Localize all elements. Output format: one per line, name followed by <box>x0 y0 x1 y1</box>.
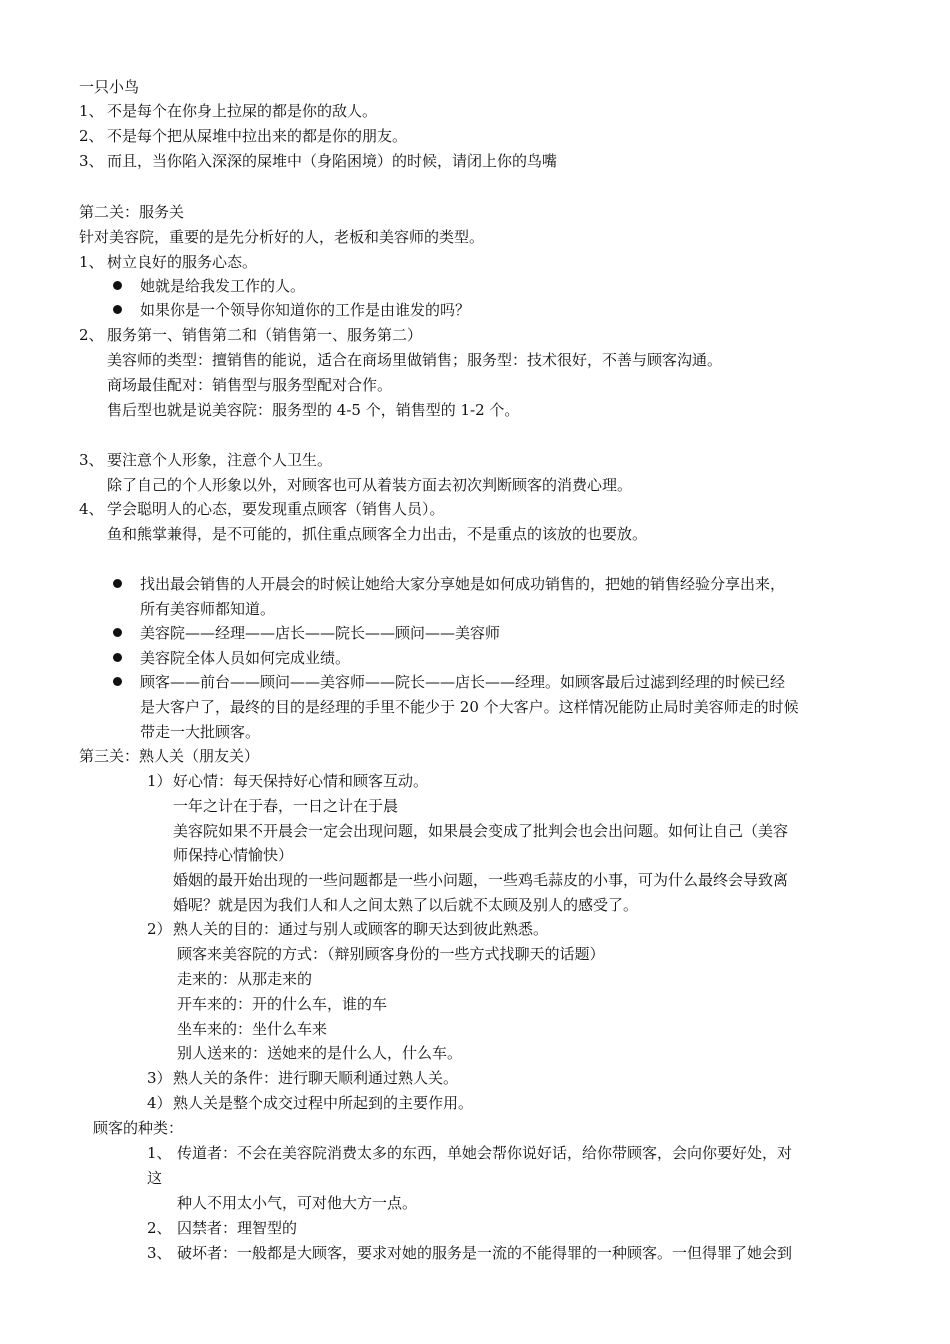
list-item: 不是每个把从屎堆中拉出来的都是你的朋友。 <box>107 127 408 145</box>
paragraph: 一年之计在于春，一日之计在于晨 <box>173 797 399 815</box>
list-number: 1、 <box>79 253 104 271</box>
list-number: 3） <box>147 1069 172 1087</box>
list-number: 3、 <box>147 1244 172 1262</box>
bullet-item-cont: 带走一大批顾客。 <box>140 723 261 741</box>
paragraph: 美容师的类型：擅销售的能说，适合在商场里做销售；服务型：技术很好，不善与顾客沟通。 <box>107 351 723 369</box>
list-item: 熟人关的条件：进行聊天顺利通过熟人关。 <box>173 1069 459 1087</box>
list-number: 2、 <box>79 326 104 344</box>
section-title-friend: 第三关：熟人关（朋友关） <box>79 747 260 765</box>
list-number: 3、 <box>79 152 104 170</box>
list-number: 1、 <box>79 102 104 120</box>
bullet-item: 美容院全体人员如何完成业绩。 <box>140 649 351 667</box>
section-title-service: 第二关：服务关 <box>79 203 185 221</box>
bullet-item: 顾客——前台——顾问——美容师——院长——店长——经理。如顾客最后过滤到经理的时候已经 <box>140 673 786 691</box>
list-item-wrap: 这 <box>147 1169 163 1187</box>
list-item: 传道者：不会在美容院消费太多的东西，单她会帮你说好话，给你带顾客，会向你要好处，对 <box>177 1144 793 1162</box>
bullet-dot <box>113 677 122 686</box>
list-item: 熟人关的目的：通过与别人或顾客的聊天达到彼此熟悉。 <box>173 920 549 938</box>
list-item: 囚禁者：理智型的 <box>177 1219 298 1237</box>
list-item: 而且，当你陷入深深的屎堆中（身陷困境）的时候，请闭上你的鸟嘴 <box>107 152 558 170</box>
list-item: 破坏者：一般都是大顾客，要求对她的服务是一流的不能得罪的一种顾客。一但得罪了她会到 <box>177 1244 793 1262</box>
list-item: 不是每个在你身上拉屎的都是你的敌人。 <box>107 102 378 120</box>
list-number: 3、 <box>79 451 104 469</box>
bullet-dot <box>113 305 122 314</box>
list-item: 学会聪明人的心态，要发现重点顾客（销售人员）。 <box>107 500 445 518</box>
list-number: 4、 <box>79 500 104 518</box>
paragraph: 针对美容院，重要的是先分析好的人，老板和美容师的类型。 <box>79 228 485 246</box>
paragraph: 别人送来的：送她来的是什么人，什么车。 <box>177 1044 463 1062</box>
bullet-item-cont: 所有美容师都知道。 <box>140 600 276 618</box>
section-title-bird: 一只小鸟 <box>79 78 140 96</box>
list-number: 2、 <box>79 127 104 145</box>
list-number: 1） <box>147 772 172 790</box>
list-number: 4） <box>147 1094 172 1112</box>
paragraph: 顾客来美容院的方式：（辩别顾客身份的一些方式找聊天的话题） <box>177 945 605 963</box>
paragraph: 售后型也就是说美容院：服务型的 4-5 个，销售型的 1-2 个。 <box>107 401 520 419</box>
list-item: 树立良好的服务心态。 <box>107 253 258 271</box>
bullet-item: 美容院——经理——店长——院长——顾问——美容师 <box>140 624 501 642</box>
paragraph: 师保持心情愉快） <box>173 846 294 864</box>
list-number: 2） <box>147 920 172 938</box>
section-title-customers: 顾客的种类： <box>93 1119 184 1137</box>
paragraph: 开车来的：开的什么车，谁的车 <box>177 995 388 1013</box>
paragraph: 鱼和熊掌兼得，是不可能的，抓住重点顾客全力出击，不是重点的该放的也要放。 <box>107 525 648 543</box>
bullet-item-cont: 是大客户了，最终的目的是经理的手里不能少于 20 个大客户。这样情况能防止局时美容师走的时候 <box>140 698 799 716</box>
paragraph: 婚呢？就是因为我们人和人之间太熟了以后就不太顾及别人的感受了。 <box>173 896 639 914</box>
bullet-dot <box>113 281 122 290</box>
paragraph: 坐车来的：坐什么车来 <box>177 1020 328 1038</box>
paragraph: 婚姻的最开始出现的一些问题都是一些小问题，一些鸡毛蒜皮的小事，可为什么最终会导致离 <box>173 871 789 889</box>
list-item: 要注意个人形象，注意个人卫生。 <box>107 451 333 469</box>
bullet-dot <box>113 653 122 662</box>
bullet-dot <box>113 628 122 637</box>
paragraph: 种人不用太小气，可对他大方一点。 <box>177 1194 418 1212</box>
paragraph: 商场最佳配对：销售型与服务型配对合作。 <box>107 376 393 394</box>
paragraph: 走来的：从那走来的 <box>177 970 313 988</box>
bullet-item: 如果你是一个领导你知道你的工作是由谁发的吗？ <box>140 301 471 319</box>
list-number: 1、 <box>147 1144 172 1162</box>
bullet-item: 她就是给我发工作的人。 <box>140 277 306 295</box>
paragraph: 除了自己的个人形象以外，对顾客也可从着装方面去初次判断顾客的消费心理。 <box>107 476 633 494</box>
list-item: 熟人关是整个成交过程中所起到的主要作用。 <box>173 1094 474 1112</box>
paragraph: 美容院如果不开晨会一定会出现问题，如果晨会变成了批判会也会出问题。如何让自己（美容 <box>173 822 789 840</box>
bullet-dot <box>113 579 122 588</box>
list-number: 2、 <box>147 1219 172 1237</box>
list-item: 服务第一、销售第二和（销售第一、服务第二） <box>107 326 423 344</box>
bullet-item: 找出最会销售的人开晨会的时候让她给大家分享她是如何成功销售的，把她的销售经验分享出来， <box>140 575 786 593</box>
list-item: 好心情：每天保持好心情和顾客互动。 <box>173 772 429 790</box>
